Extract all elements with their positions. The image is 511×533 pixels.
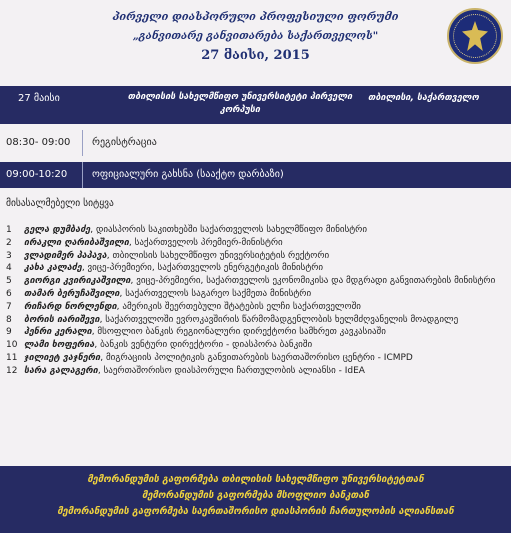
speaker-number: 12 xyxy=(6,365,18,376)
speaker-role: , საერთაშორისო დიასპორული ჩართულობის ალიანსი - IdEA xyxy=(97,365,365,376)
list-item xyxy=(0,262,511,275)
list-item xyxy=(0,301,511,314)
speaker-role: , დიასპორის საკითხებში საქართველოს სახელმწიფო მინისტრი xyxy=(90,225,367,235)
list-item xyxy=(0,275,511,288)
speaker-name: ვლადიმერ პაპავა xyxy=(24,250,107,261)
schedule-row-registration xyxy=(0,130,511,156)
footer-band xyxy=(0,466,511,533)
list-item xyxy=(0,314,511,327)
list-item xyxy=(0,288,511,301)
forum-slogan: „განვითარე განვითარება საქართველოს" xyxy=(132,30,379,42)
welcome-label: მისასალმებელი სიტყვა xyxy=(6,198,114,209)
schedule-time: 08:30- 09:00 xyxy=(6,137,71,148)
speaker-name: ჰენრი კერალი xyxy=(24,327,92,338)
list-item xyxy=(0,237,511,250)
speaker-number: 9 xyxy=(6,327,12,338)
footer-memorandum-idea: მემორანდუმის გაფორმება საერთაშორისო დიასპორის ჩართულობის ალიანსთან xyxy=(57,506,454,517)
schedule-title: რეგისტრაცია xyxy=(92,137,157,148)
speaker-name: თამარ ბერუჩაშვილი xyxy=(24,288,120,299)
venue-city: თბილისი, საქართველო xyxy=(368,93,479,103)
schedule-time: 09:00-10:20 xyxy=(6,169,68,180)
speaker-role: , თბილისის სახელმწიფო უნივერსიტეტის რექტორი xyxy=(106,250,330,261)
schedule-row-opening xyxy=(0,162,511,188)
speaker-number: 6 xyxy=(6,288,12,299)
footer-memorandum-worldbank: მემორანდუმის გაფორმება მსოფლიო ბანკთან xyxy=(141,490,369,501)
speaker-name: რიჩარდ ნორლენდი xyxy=(24,301,117,312)
speaker-role: , ვიცე-პრემიერი, საქართველოს ეკონომიკისა და მდგრადი განვითარების მინისტრი xyxy=(130,276,496,287)
forum-date: 27 მაისი, 2015 xyxy=(201,48,310,63)
footer-memorandum-university: მემორანდუმის გაფორმება თბილისის სახელმწიფო უნივერსიტეტთან xyxy=(87,474,424,485)
header xyxy=(0,0,511,85)
speaker-number: 7 xyxy=(6,301,12,312)
ministry-logo-icon xyxy=(447,8,503,64)
speaker-number: 5 xyxy=(6,276,12,287)
venue-band xyxy=(0,86,511,124)
speaker-number: 4 xyxy=(6,263,12,274)
list-item xyxy=(0,326,511,339)
speaker-name: გელა დუმბაძე xyxy=(24,225,91,235)
divider xyxy=(82,130,83,156)
speaker-number: 2 xyxy=(6,237,12,248)
list-item xyxy=(0,339,511,352)
speaker-name: კახა კალაძე xyxy=(24,263,82,274)
list-item xyxy=(0,224,511,237)
speaker-list xyxy=(0,224,511,378)
speaker-role: , მსოფლიო ბანკის რეგიონალური დირექტორი სამხრეთ კავკასიაში xyxy=(91,327,386,338)
list-item xyxy=(0,365,511,378)
schedule-title: ოფიციალური გახსნა (სააქტო დარბაზი) xyxy=(92,169,284,180)
speaker-name: ირაკლი ღარიბაშვილი xyxy=(24,237,129,248)
speaker-number: 10 xyxy=(6,340,18,351)
speaker-name: გიორგი კვირიკაშვილი xyxy=(24,276,131,287)
speaker-number: 1 xyxy=(6,225,12,235)
speaker-role: , საქართველოს საგარეო საქმეთა მინისტრი xyxy=(119,288,312,299)
divider xyxy=(82,162,83,188)
venue-university: თბილისის სახელმწიფო უნივერსიტეტი პირველი კორპუსი xyxy=(127,92,353,115)
forum-title: პირველი დიასპორული პროფესიული ფორუმი xyxy=(112,10,399,23)
speaker-role: , მიგრაციის პოლიტიკის განვითარების საერთაშორისო ცენტრი - ICMPD xyxy=(100,352,413,363)
list-item xyxy=(0,250,511,263)
speaker-role: , ბანკის ვენტური დირექტორი - დიასპორა ბანკიში xyxy=(94,340,313,351)
speaker-number: 8 xyxy=(6,314,12,325)
speaker-role: , საქართველოს პრემიერ-მინისტრი xyxy=(128,237,283,248)
speaker-role: , საქართველოში ევროკავშირის წარმომადგენლობის ხელმძღვანელის მოადგილე xyxy=(99,314,459,325)
speaker-name: ლამი ხოფერია xyxy=(24,340,95,351)
speaker-name: ჯილიეტ ვაჯნერი xyxy=(24,352,101,363)
speaker-name: ბორის იარიშევი xyxy=(24,314,100,325)
venue-date: 27 მაისი xyxy=(18,93,60,104)
speaker-name: სარა გალაგერი xyxy=(24,365,98,376)
speaker-role: , ამერიკის შეერთებული შტატების ელჩი საქართველოში xyxy=(116,301,361,312)
speaker-number: 11 xyxy=(6,352,18,363)
list-item xyxy=(0,352,511,365)
speaker-role: , ვიცე-პრემიერი, საქართველოს ენერგეტიკის მინისტრი xyxy=(81,263,324,274)
speaker-number: 3 xyxy=(6,250,12,261)
